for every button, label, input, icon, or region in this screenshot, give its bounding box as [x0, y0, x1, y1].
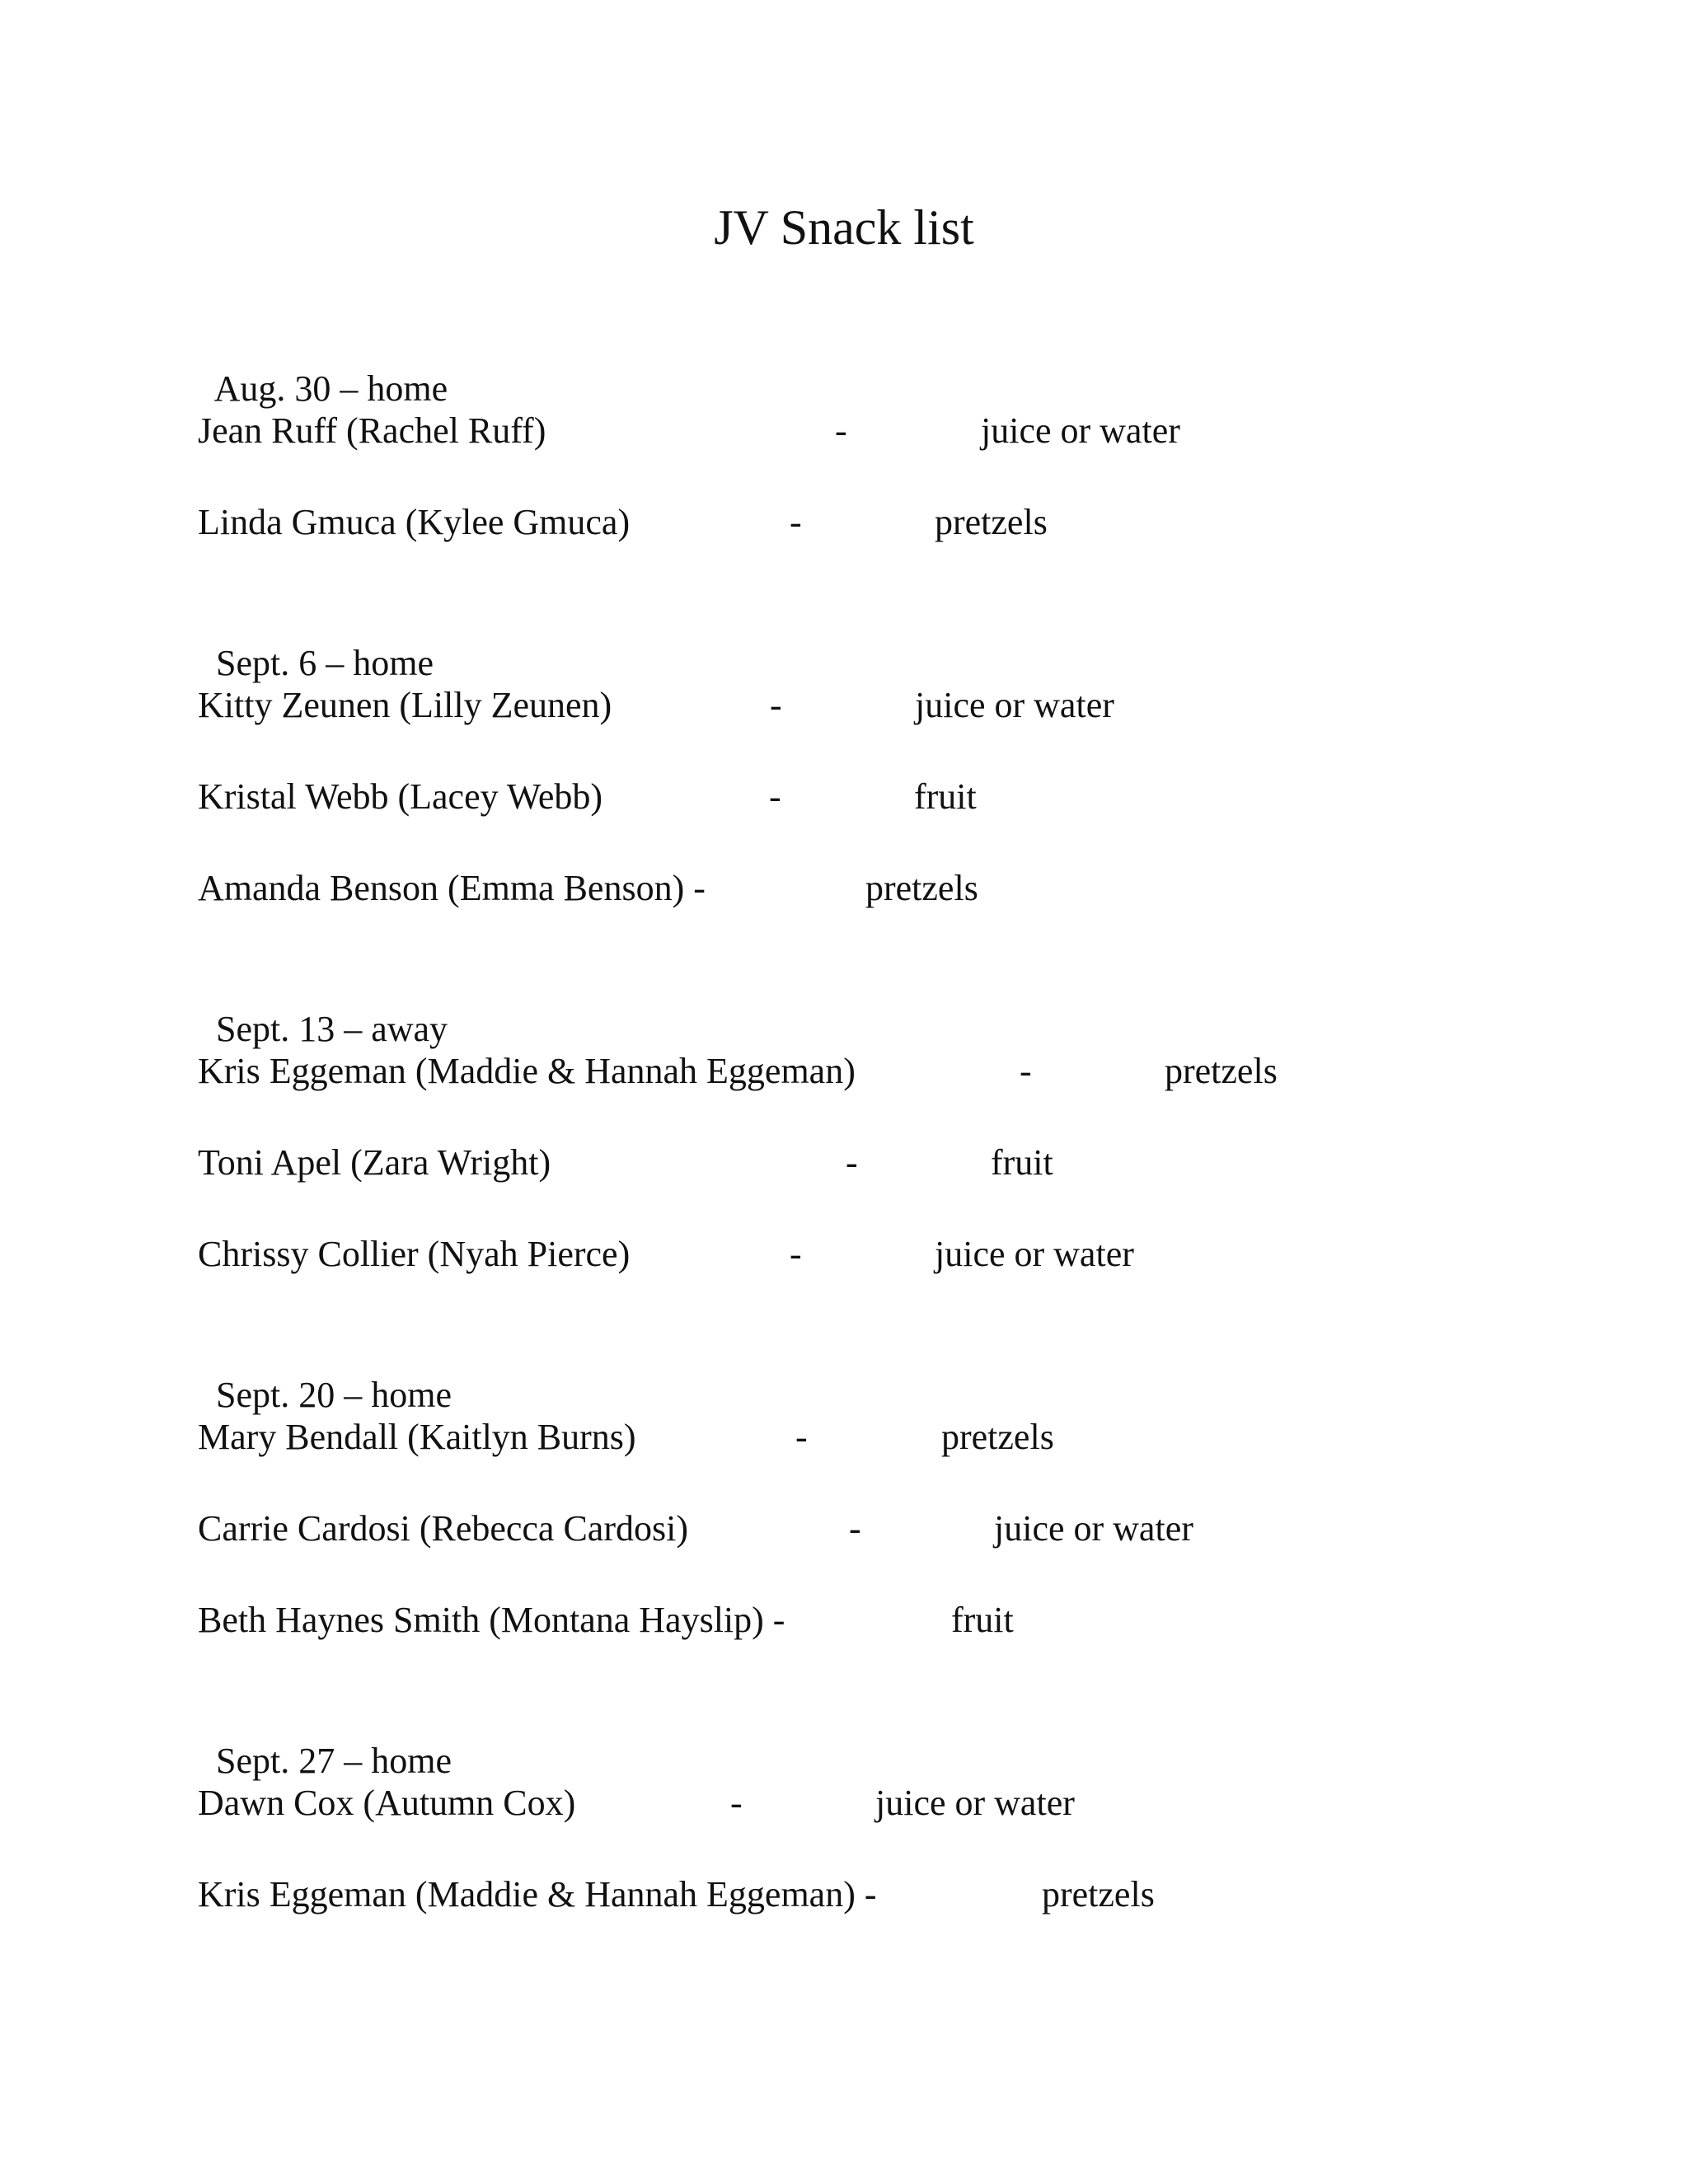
- parent-name: Beth Haynes Smith (Montana Hayslip) -: [198, 1600, 785, 1640]
- separator-dash: -: [846, 1142, 858, 1183]
- date-heading-text: Sept. 20 – home: [216, 1375, 452, 1415]
- separator-dash: -: [849, 1508, 861, 1549]
- parent-name: Toni Apel (Zara Wright): [198, 1142, 551, 1183]
- snack-item: pretzels: [1042, 1874, 1155, 1915]
- snack-item: juice or water: [915, 685, 1114, 725]
- snack-item: fruit: [991, 1142, 1053, 1183]
- separator-dash: -: [1020, 1051, 1032, 1091]
- parent-name: Amanda Benson (Emma Benson) -: [198, 868, 706, 908]
- snack-item: pretzels: [865, 868, 978, 908]
- parent-name: Chrissy Collier (Nyah Pierce): [198, 1234, 631, 1274]
- date-heading: [198, 1687, 452, 1786]
- separator-dash: -: [790, 502, 802, 542]
- separator-dash: -: [795, 1417, 808, 1457]
- date-heading: [198, 315, 448, 414]
- parent-name: Kris Eggeman (Maddie & Hannah Eggeman): [198, 1051, 856, 1091]
- snack-item: fruit: [951, 1600, 1014, 1640]
- date-heading-text: Sept. 13 – away: [216, 1009, 448, 1049]
- parent-name: Kris Eggeman (Maddie & Hannah Eggeman) -: [198, 1874, 877, 1915]
- date-heading: [198, 955, 448, 1054]
- snack-item: fruit: [914, 776, 977, 817]
- parent-name: Kristal Webb (Lacey Webb): [198, 776, 603, 817]
- date-heading-text: Aug. 30 – home: [213, 368, 448, 409]
- date-heading: [198, 589, 434, 688]
- snack-item: juice or water: [981, 410, 1180, 451]
- snack-item: juice or water: [875, 1783, 1075, 1823]
- date-heading: [198, 1321, 452, 1420]
- parent-name: Linda Gmuca (Kylee Gmuca): [198, 502, 631, 542]
- separator-dash: -: [730, 1783, 743, 1823]
- snack-entry: [198, 1870, 1155, 2018]
- snack-item: pretzels: [935, 502, 1048, 542]
- separator-dash: -: [835, 410, 847, 451]
- snack-item: juice or water: [935, 1234, 1134, 1274]
- separator-dash: -: [770, 685, 782, 725]
- snack-item: pretzels: [1165, 1051, 1278, 1091]
- parent-name: Dawn Cox (Autumn Cox): [198, 1783, 576, 1823]
- snack-item: pretzels: [941, 1417, 1054, 1457]
- parent-name: Carrie Cardosi (Rebecca Cardosi): [198, 1508, 688, 1549]
- snack-item: juice or water: [994, 1508, 1193, 1549]
- parent-name: Mary Bendall (Kaitlyn Burns): [198, 1417, 636, 1457]
- date-heading-text: Sept. 27 – home: [216, 1741, 452, 1781]
- parent-name: Jean Ruff (Rachel Ruff): [198, 410, 546, 451]
- page-title: JV Snack list: [714, 200, 974, 255]
- date-heading-text: Sept. 6 – home: [216, 643, 434, 683]
- separator-dash: -: [769, 776, 781, 817]
- separator-dash: -: [790, 1234, 802, 1274]
- parent-name: Kitty Zeunen (Lilly Zeunen): [198, 685, 612, 725]
